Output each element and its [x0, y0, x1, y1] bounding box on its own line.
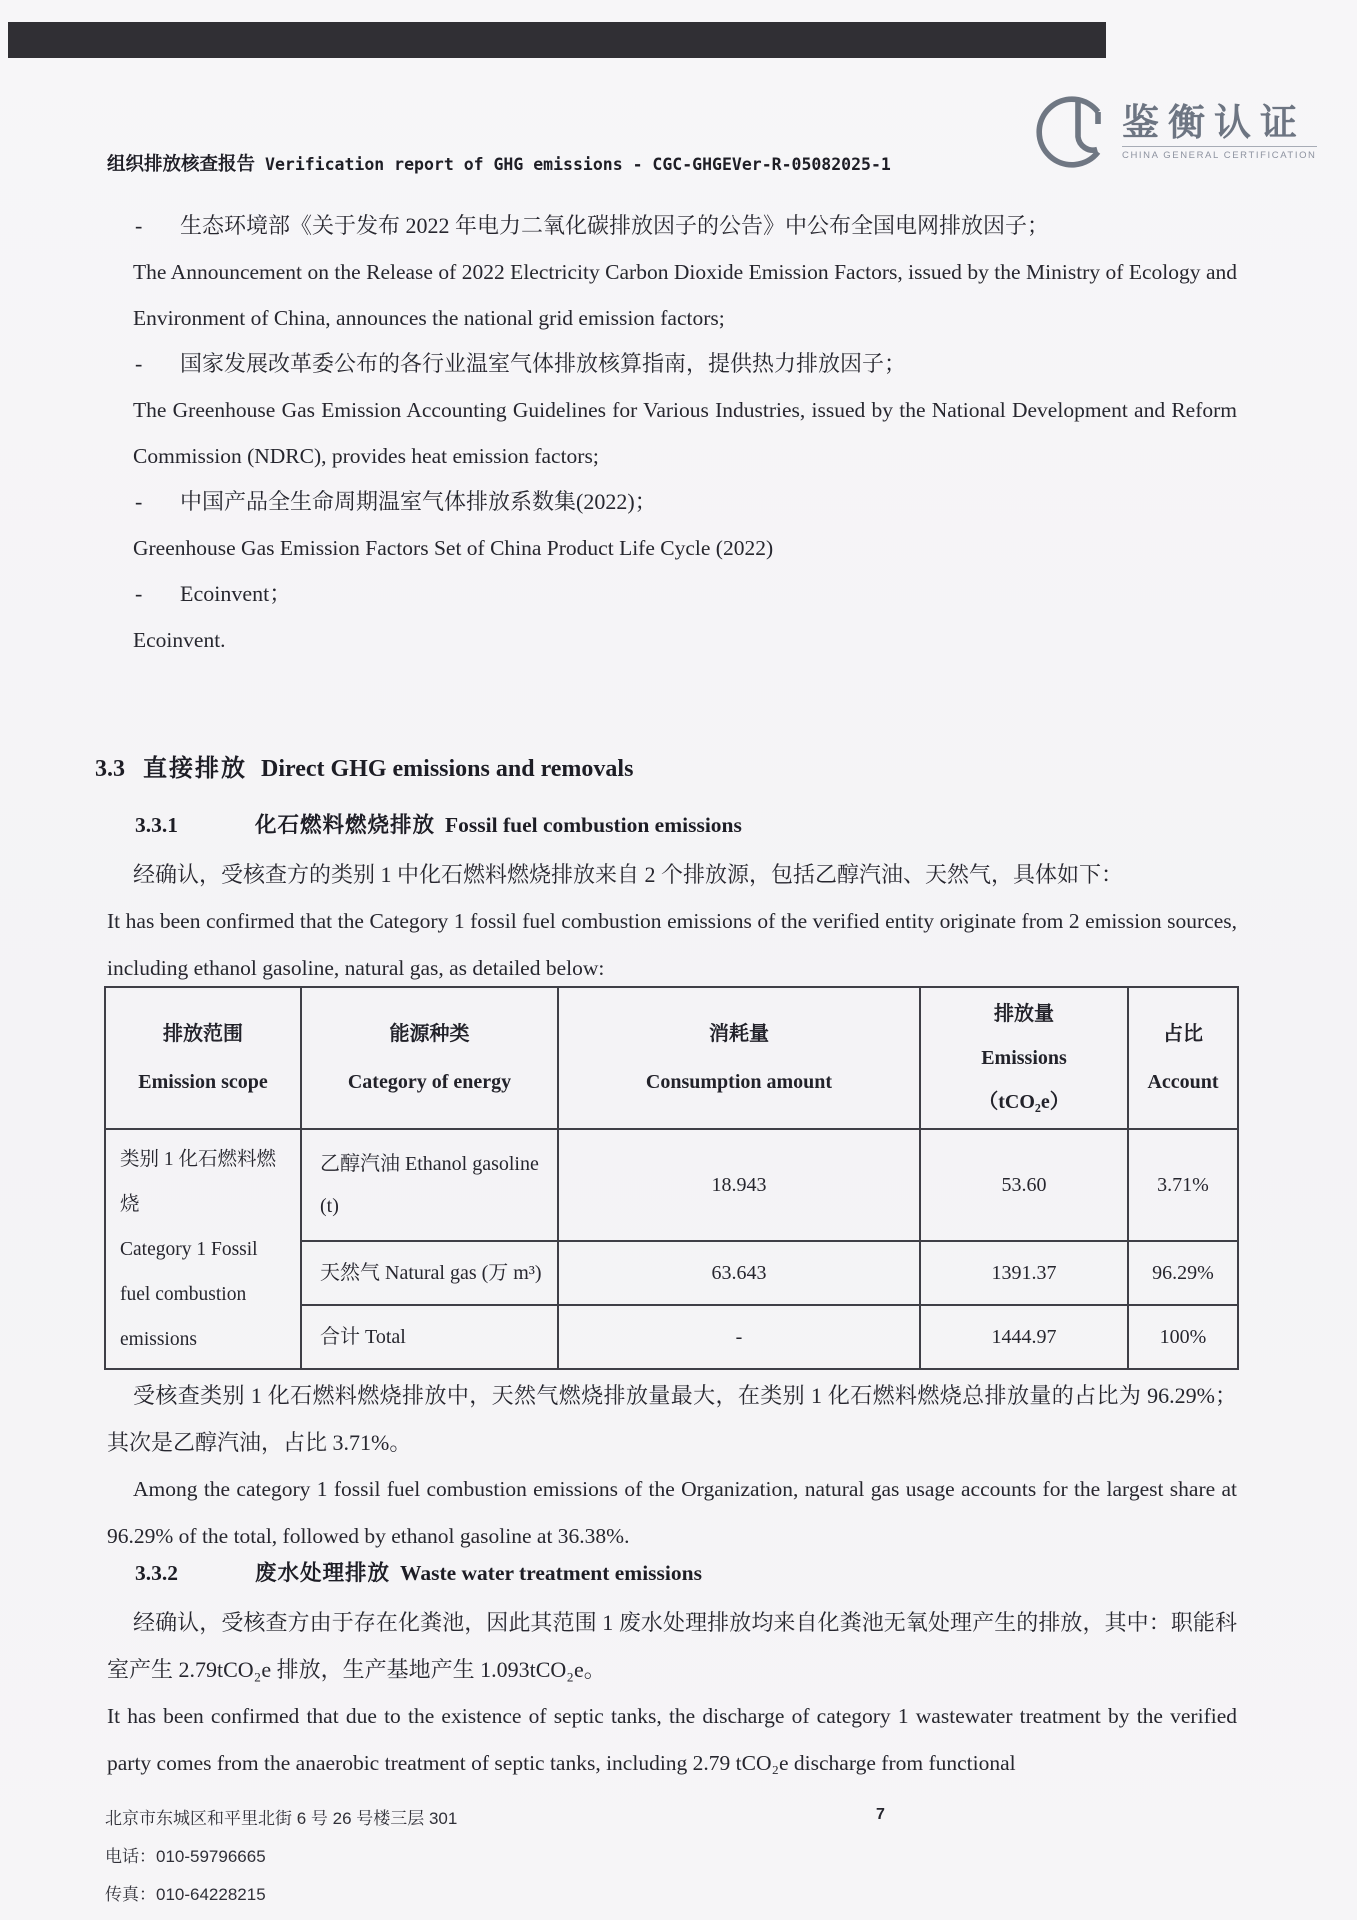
certification-logo — [1030, 92, 1317, 172]
bullet-text-en: Ecoinvent. — [133, 628, 226, 652]
fossil-fuel-emissions-table — [104, 986, 1239, 1370]
bullet-text-en: Greenhouse Gas Emission Factors Set of China Product Life Cycle (2022) — [133, 536, 774, 560]
analysis-paragraphs — [107, 1372, 1237, 1560]
cell-share: 96.29% — [1128, 1241, 1238, 1305]
bullet-dash: - — [135, 489, 143, 514]
col-header-energy-category — [301, 987, 558, 1129]
running-header — [107, 150, 891, 176]
subsection-title-en: Fossil fuel combustion emissions — [445, 813, 742, 837]
cell-consumption: 18.943 — [558, 1129, 920, 1241]
logo-name: 鉴衡认证 — [1122, 102, 1306, 143]
list-item — [107, 479, 1237, 525]
bullet-text-en: The Greenhouse Gas Emission Accounting Guidelines for Various Industries, issued by the National Development and Reform Commission (NDRC), provides heat emission factors; — [133, 398, 1237, 468]
list-item — [107, 203, 1237, 249]
subsection-number: 3.3.1 — [135, 813, 178, 837]
gc-logo-icon — [1030, 92, 1110, 172]
scan-artifact-bar — [8, 22, 1106, 58]
cell-share: 3.71% — [1128, 1129, 1238, 1241]
cell-energy: 乙醇汽油 Ethanol gasoline (t) — [301, 1129, 558, 1241]
cell-energy: 合计 Total — [301, 1305, 558, 1369]
scope-cell — [105, 1129, 301, 1369]
cell-share: 100% — [1128, 1305, 1238, 1369]
col-header-emissions — [920, 987, 1128, 1129]
bullet-text-cn: 国家发展改革委公布的各行业温室气体排放核算指南，提供热力排放因子； — [180, 351, 907, 376]
paragraph-en: Among the category 1 fossil fuel combustion emissions of the Organization, natural gas usage accounts for the largest share at 96.29% of the total, followed by ethanol gasoline at 36.38%. — [107, 1477, 1237, 1548]
subsection-heading-3-3-2 — [107, 1556, 1237, 1590]
col-header-en: Account — [1147, 1071, 1219, 1093]
bullet-dash: - — [135, 581, 143, 606]
reference-list — [107, 203, 1237, 663]
col-header-cn: 占比 — [1163, 1023, 1203, 1045]
section-3-3-1 — [107, 808, 1237, 992]
header-title-en: Verification report of GHG emissions - CGC-GHGEVer-R-05082025-1 — [265, 155, 891, 174]
paragraph-en: It has been confirmed that due to the existence of septic tanks, the discharge of category 1 wastewater treatment by the verified party comes from the anaerobic treatment of septic tanks, including 2.79 tCO₂e discharge from functional — [107, 1704, 1237, 1775]
col-header-cn: 排放量 — [994, 1003, 1054, 1025]
cell-emissions: 53.60 — [920, 1129, 1128, 1241]
col-header-en: Category of energy — [347, 1071, 512, 1093]
col-header-en: Consumption amount — [645, 1071, 833, 1093]
footer-phone: 电话：010-59796665 — [105, 1847, 266, 1866]
section-title-cn: 直接排放 — [143, 755, 247, 782]
list-item — [107, 571, 1237, 617]
section-title-en: Direct GHG emissions and removals — [261, 756, 634, 782]
page-footer — [105, 1800, 457, 1914]
cell-energy: 天然气 Natural gas (万 m³) — [301, 1241, 558, 1305]
col-header-en: Emissions — [981, 1047, 1067, 1069]
section-heading-3-3 — [95, 748, 633, 783]
bullet-text-cn: 生态环境部《关于发布 2022 年电力二氧化碳排放因子的公告》中公布全国电网排放因子； — [180, 213, 1050, 238]
subsection-number: 3.3.2 — [135, 1561, 178, 1585]
bullet-dash: - — [135, 351, 143, 376]
table-row — [105, 1129, 1238, 1241]
subsection-title-cn: 废水处理排放 — [255, 1561, 391, 1585]
col-header-unit: （tCO₂e） — [978, 1091, 1070, 1113]
subsection-title-en: Waste water treatment emissions — [400, 1561, 702, 1585]
paragraph-cn: 经确认，受核查方由于存在化粪池，因此其范围 1 废水处理排放均来自化粪池无氧处理产生的排放，其中：职能科室产生 2.79tCO₂e 排放，生产基地产生 1.093tCO₂e。 — [107, 1610, 1237, 1682]
paragraph-en: It has been confirmed that the Category 1 fossil fuel combustion emissions of the verified entity originate from 2 emission sources, including ethanol gasoline, natural gas, as detailed below: — [107, 909, 1237, 980]
bullet-text-cn: 中国产品全生命周期温室气体排放系数集(2022)； — [180, 489, 657, 514]
col-header-en: Emission scope — [138, 1071, 268, 1093]
col-header-cn: 能源种类 — [389, 1023, 470, 1045]
paragraph-cn: 经确认，受核查方的类别 1 中化石燃料燃烧排放来自 2 个排放源，包括乙醇汽油、天然气，具体如下： — [133, 862, 1124, 887]
footer-fax: 传真：010-64228215 — [105, 1885, 266, 1904]
bullet-text-en: The Announcement on the Release of 2022 Electricity Carbon Dioxide Emission Factors, issued by the Ministry of Ecology and Environment of China, announces the national grid emission factors; — [133, 260, 1237, 330]
bullet-text-cn: Ecoinvent； — [180, 581, 292, 606]
col-header-consumption — [558, 987, 920, 1129]
cell-emissions: 1444.97 — [920, 1305, 1128, 1369]
section-number: 3.3 — [95, 756, 125, 782]
subsection-heading-3-3-1 — [107, 808, 1237, 842]
logo-subtitle: CHINA GENERAL CERTIFICATION — [1122, 146, 1317, 161]
bullet-dash: - — [135, 213, 143, 238]
logo-text — [1122, 103, 1317, 161]
col-header-cn: 排放范围 — [163, 1023, 243, 1045]
list-item — [107, 341, 1237, 387]
scope-cn: 类别 1 化石燃料燃烧 — [120, 1148, 277, 1215]
footer-address: 北京市东城区和平里北街 6 号 26 号楼三层 301 — [105, 1809, 458, 1828]
cell-emissions: 1391.37 — [920, 1241, 1128, 1305]
subsection-title-cn: 化石燃料燃烧排放 — [255, 813, 436, 837]
emissions-table — [104, 986, 1237, 1370]
table-header-row — [105, 987, 1238, 1129]
page-number: 7 — [876, 1806, 885, 1823]
header-title-cn: 组织排放核查报告 — [107, 153, 256, 174]
cell-consumption: - — [558, 1305, 920, 1369]
col-header-emission-scope — [105, 987, 301, 1129]
cell-consumption: 63.643 — [558, 1241, 920, 1305]
section-3-3-2 — [107, 1556, 1237, 1787]
col-header-account — [1128, 987, 1238, 1129]
scope-en: Category 1 Fossil fuel combustion emissions — [120, 1238, 258, 1350]
col-header-cn: 消耗量 — [709, 1023, 769, 1045]
paragraph-cn: 受核查类别 1 化石燃料燃烧排放中，天然气燃烧排放量最大，在类别 1 化石燃料燃烧总排放量的占比为 96.29%；其次是乙醇汽油，占比 3.71%。 — [107, 1383, 1237, 1455]
